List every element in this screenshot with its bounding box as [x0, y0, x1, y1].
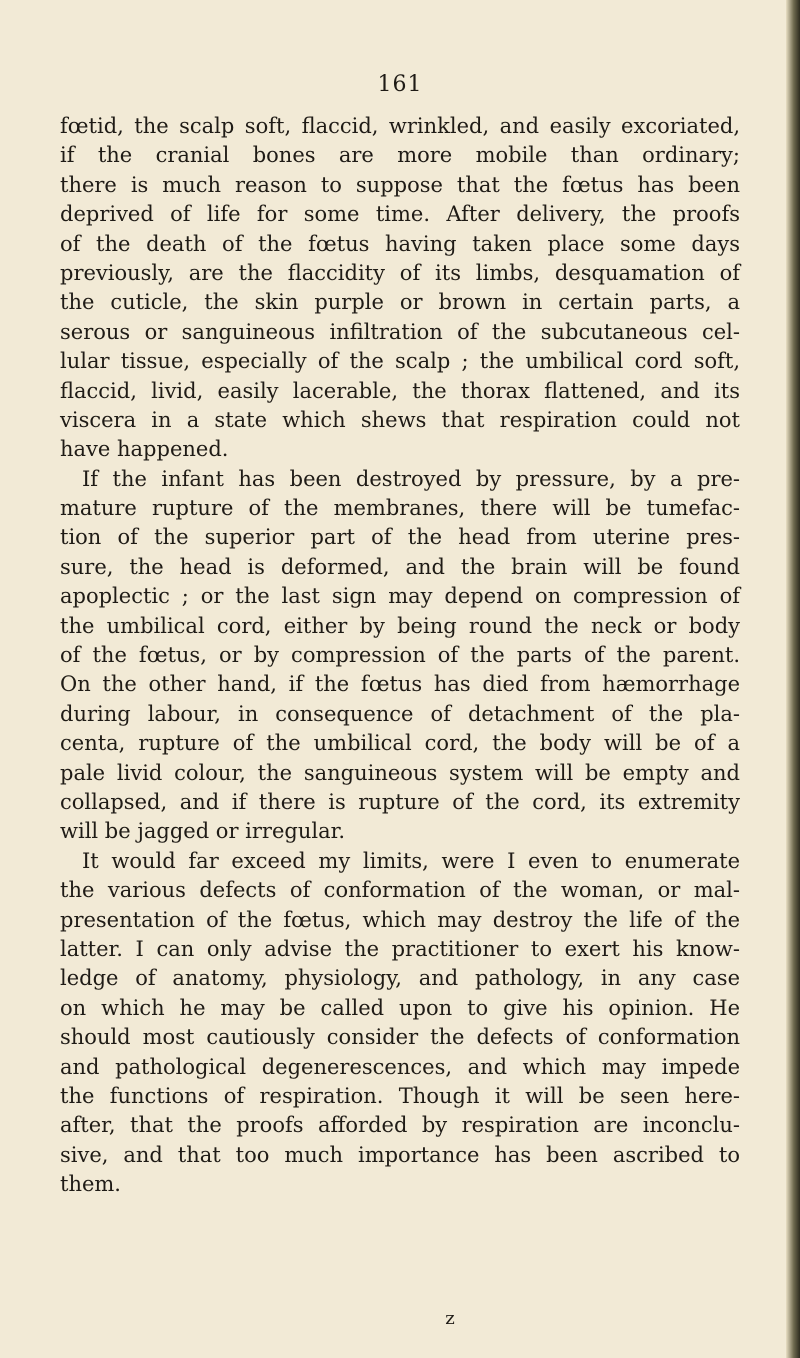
paragraph-end-line: them.: [60, 1172, 121, 1197]
text-line: previously, are the flaccidity of its limbs, desquamation of: [60, 260, 740, 285]
text-line: fœtid, the scalp soft, flaccid, wrinkled, and easily excoriated,: [60, 114, 740, 138]
signature-letter: z: [445, 1308, 455, 1329]
paragraph-end-line: will be jagged or irregular.: [60, 819, 345, 844]
text-line: tion of the superior part of the head from uterine pres-: [60, 525, 740, 550]
text-line: latter. I can only advise the practitioner to exert his know-: [60, 936, 740, 961]
page-number: 161: [377, 72, 423, 97]
text-line: of the death of the fœtus having taken place some days: [60, 231, 740, 256]
text-line: collapsed, and if there is rupture of the cord, its extremity: [60, 789, 740, 814]
text-line: apoplectic ; or the last sign may depend on compression of: [60, 584, 740, 609]
text-line: after, that the proofs afforded by respiration are inconclu-: [60, 1113, 740, 1138]
text-line: presentation of the fœtus, which may destroy the life of the: [60, 907, 740, 932]
text-line: pale livid colour, the sanguineous system will be empty and: [60, 760, 740, 785]
text-line: ledge of anatomy, physiology, and pathology, in any case: [60, 966, 740, 991]
text-line: centa, rupture of the umbilical cord, the body will be of a: [60, 731, 740, 756]
text-line: flaccid, livid, easily lacerable, the thorax flattened, and its: [60, 378, 740, 403]
text-line: the cuticle, the skin purple or brown in certain parts, a: [60, 290, 740, 315]
text-line: should most cautiously consider the defects of conformation: [60, 1025, 740, 1050]
text-line: the various defects of conformation of the woman, or mal-: [60, 878, 740, 903]
text-line: sive, and that too much importance has been ascribed to: [60, 1142, 740, 1167]
text-line: during labour, in consequence of detachment of the pla-: [60, 701, 740, 726]
text-line: and pathological degenerescences, and which may impede: [60, 1054, 740, 1079]
text-line: there is much reason to suppose that the fœtus has been: [60, 172, 740, 197]
text-line: serous or sanguineous infiltration of the subcutaneous cel-: [60, 319, 740, 344]
paragraph-end-line: have happened.: [60, 437, 229, 462]
text-line: on which he may be called upon to give his opinion. He: [60, 995, 740, 1020]
text-line: of the fœtus, or by compression of the parts of the parent.: [60, 643, 740, 668]
paragraph-start-line: It would far exceed my limits, were I even to enumerate: [82, 848, 740, 873]
signature-mark: [0, 1308, 800, 1329]
text-line: On the other hand, if the fœtus has died from hæmorrhage: [60, 672, 740, 697]
page-edge: [786, 0, 800, 1358]
text-line: sure, the head is deformed, and the brain will be found: [60, 554, 740, 579]
text-line: if the cranial bones are more mobile than ordinary;: [60, 143, 740, 168]
body-text: [60, 112, 740, 1199]
text-line: deprived of life for some time. After delivery, the proofs: [60, 202, 740, 227]
text-line: mature rupture of the membranes, there will be tumefac-: [60, 496, 740, 521]
paragraph-start-line: If the infant has been destroyed by pressure, by a pre-: [82, 466, 740, 491]
text-line: the umbilical cord, either by being round the neck or body: [60, 613, 740, 638]
text-line: lular tissue, especially of the scalp ; the umbilical cord soft,: [60, 349, 740, 374]
text-line: viscera in a state which shews that respiration could not: [60, 407, 740, 432]
text-line: the functions of respiration. Though it will be seen here-: [60, 1083, 740, 1108]
